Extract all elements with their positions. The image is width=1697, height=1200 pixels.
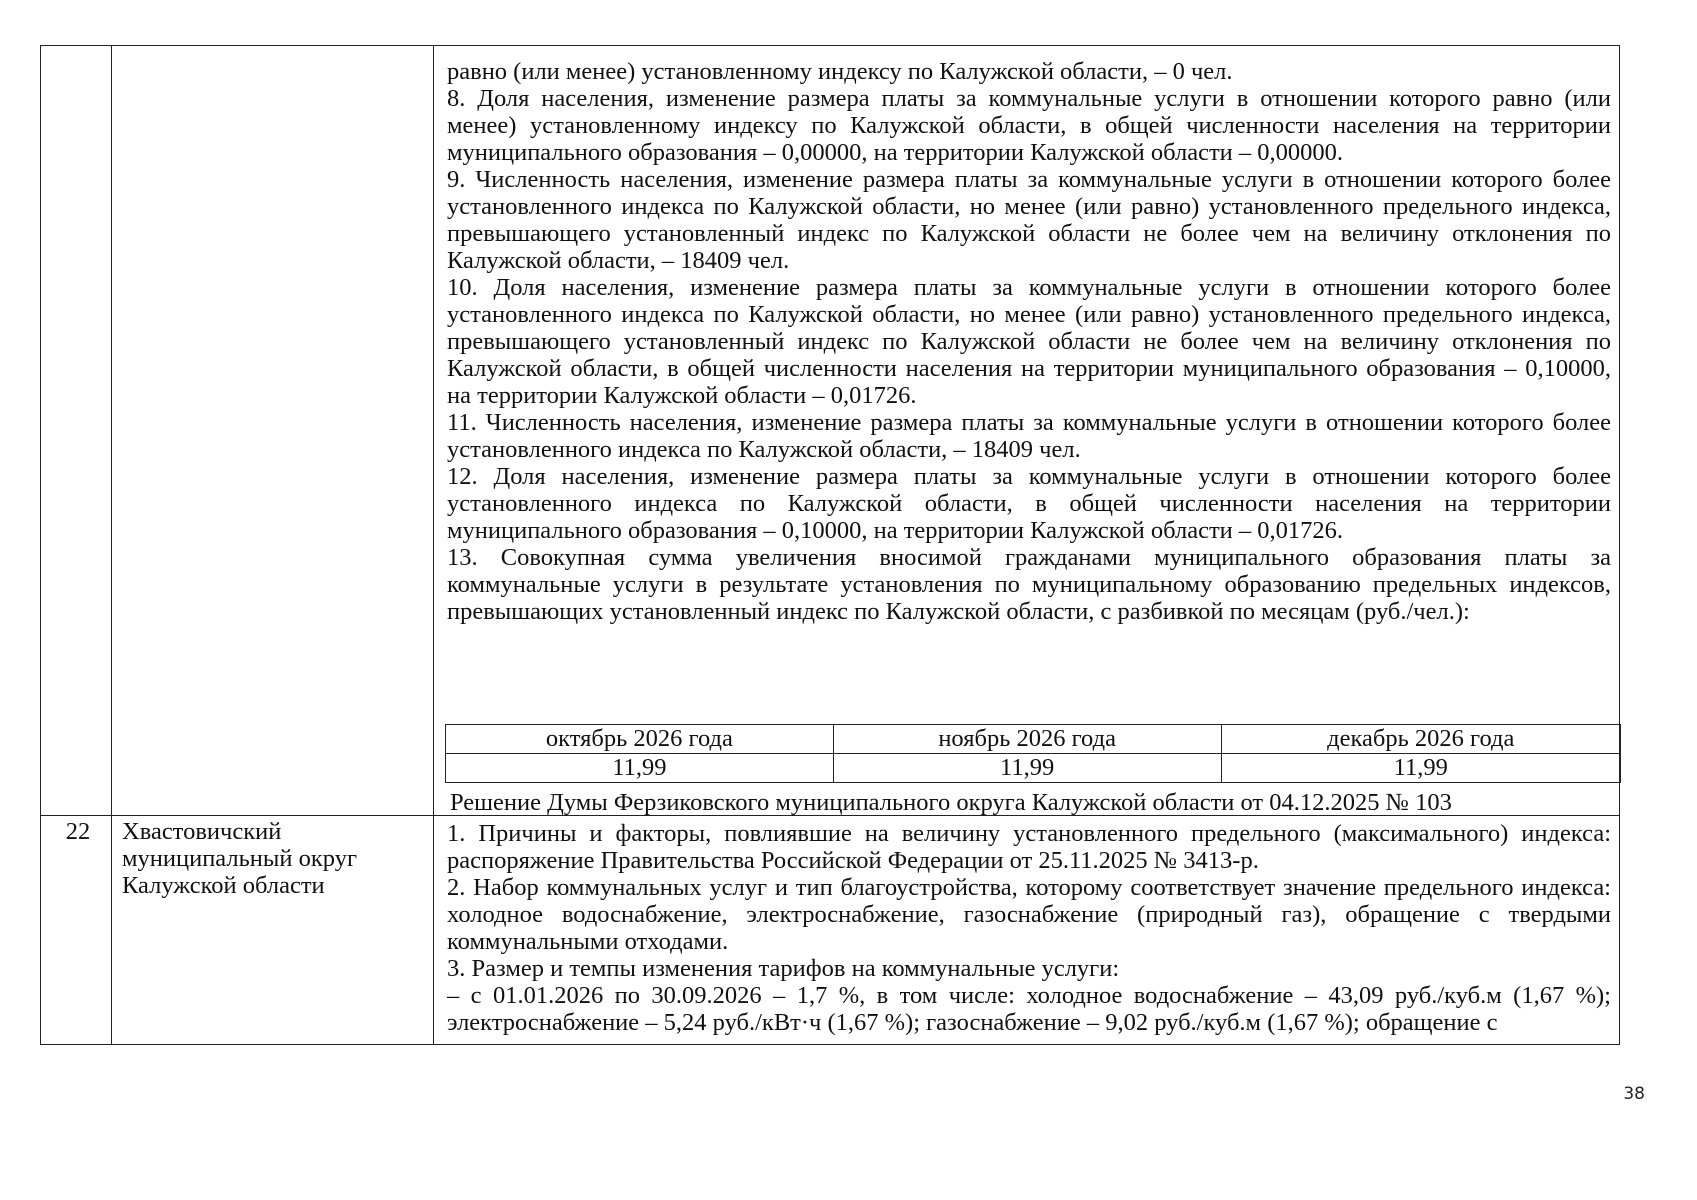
row-22-paragraph-4: – с 01.01.2026 по 30.09.2026 – 1,7 %, в том числе: холодное водоснабжение – 43,09 руб./куб.м (1,67 %); электроснабжение – 5,24 руб./кВт·ч (1,67 %); газоснабжение – 9,02 руб./куб.м (1,67 %); обращение с [447, 982, 1611, 1036]
paragraph-8: 8. Доля населения, изменение размера платы за коммунальные услуги в отношении которого равно (или менее) установленному индексу по Калужской области, в общей численности населения на территории муниципального образования – 0,00000, на территории Калужской области – 0,00000. [447, 85, 1611, 166]
paragraph-7-tail: равно (или менее) установленному индексу по Калужской области, – 0 чел. [447, 58, 1233, 85]
month-value-december: 11,99 [1221, 754, 1621, 783]
duma-decision: Решение Думы Ферзиковского муниципального округа Калужской области от 04.12.2025 № 103 [450, 789, 1452, 816]
month-value-november: 11,99 [833, 754, 1221, 783]
paragraph-11: 11. Численность населения, изменение размера платы за коммунальные услуги в отношении которого более установленного индекса по Калужской области, – 18409 чел. [447, 409, 1611, 463]
paragraph-13: 13. Совокупная сумма увеличения вносимой гражданами муниципального образования платы за коммунальные услуги в результате установления по муниципальному образованию предельных индексов, превышающих установленный индекс по Калужской области, с разбивкой по месяцам (руб./чел.): [447, 544, 1611, 625]
months-table-value-row [446, 754, 1621, 783]
month-header-november: ноябрь 2026 года [833, 725, 1221, 754]
row-22-paragraph-1: 1. Причины и факторы, повлиявшие на величину установленного предельного (максимального) индекса: распоряжение Правительства Российской Федерации от 25.11.2025 № 3413-р. [447, 820, 1611, 874]
column-divider-number [111, 45, 112, 1045]
municipality-name: Хвастовичский муниципальный округ Калужской области [122, 818, 357, 899]
column-divider-name [433, 45, 434, 1045]
row-prev-content [447, 58, 1611, 625]
month-header-december: декабрь 2026 года [1221, 725, 1621, 754]
paragraph-12: 12. Доля населения, изменение размера платы за коммунальные услуги в отношении которого более установленного индекса по Калужской области, в общей численности населения на территории муниципального образования – 0,10000, на территории Калужской области – 0,01726. [447, 463, 1611, 544]
row-22-paragraph-3: 3. Размер и темпы изменения тарифов на коммунальные услуги: [447, 955, 1120, 982]
month-header-october: октябрь 2026 года [446, 725, 834, 754]
paragraph-9: 9. Численность населения, изменение размера платы за коммунальные услуги в отношении которого более установленного индекса по Калужской области, но менее (или равно) установленного предельного индекса, превышающего установленный индекс по Калужской области не более чем на величину отклонения по Калужской области, – 18409 чел. [447, 166, 1611, 274]
row-22-content [447, 820, 1611, 1036]
paragraph-10: 10. Доля населения, изменение размера платы за коммунальные услуги в отношении которого более установленного индекса по Калужской области, но менее (или равно) установленного предельного индекса, превышающего установленный индекс по Калужской области не более чем на величину отклонения по Калужской области, в общей численности населения на территории муниципального образования – 0,10000, на территории Калужской области – 0,01726. [447, 274, 1611, 409]
row-22-paragraph-2: 2. Набор коммунальных услуг и тип благоустройства, которому соответствует значение предельного индекса: холодное водоснабжение, электроснабжение, газоснабжение (природный газ), обращение с твердыми коммунальными отходами. [447, 874, 1611, 955]
months-table-header-row [446, 725, 1621, 754]
month-value-october: 11,99 [446, 754, 834, 783]
row-number: 22 [65, 818, 91, 845]
months-table [445, 724, 1621, 783]
page-number: 38 [1623, 1084, 1645, 1104]
